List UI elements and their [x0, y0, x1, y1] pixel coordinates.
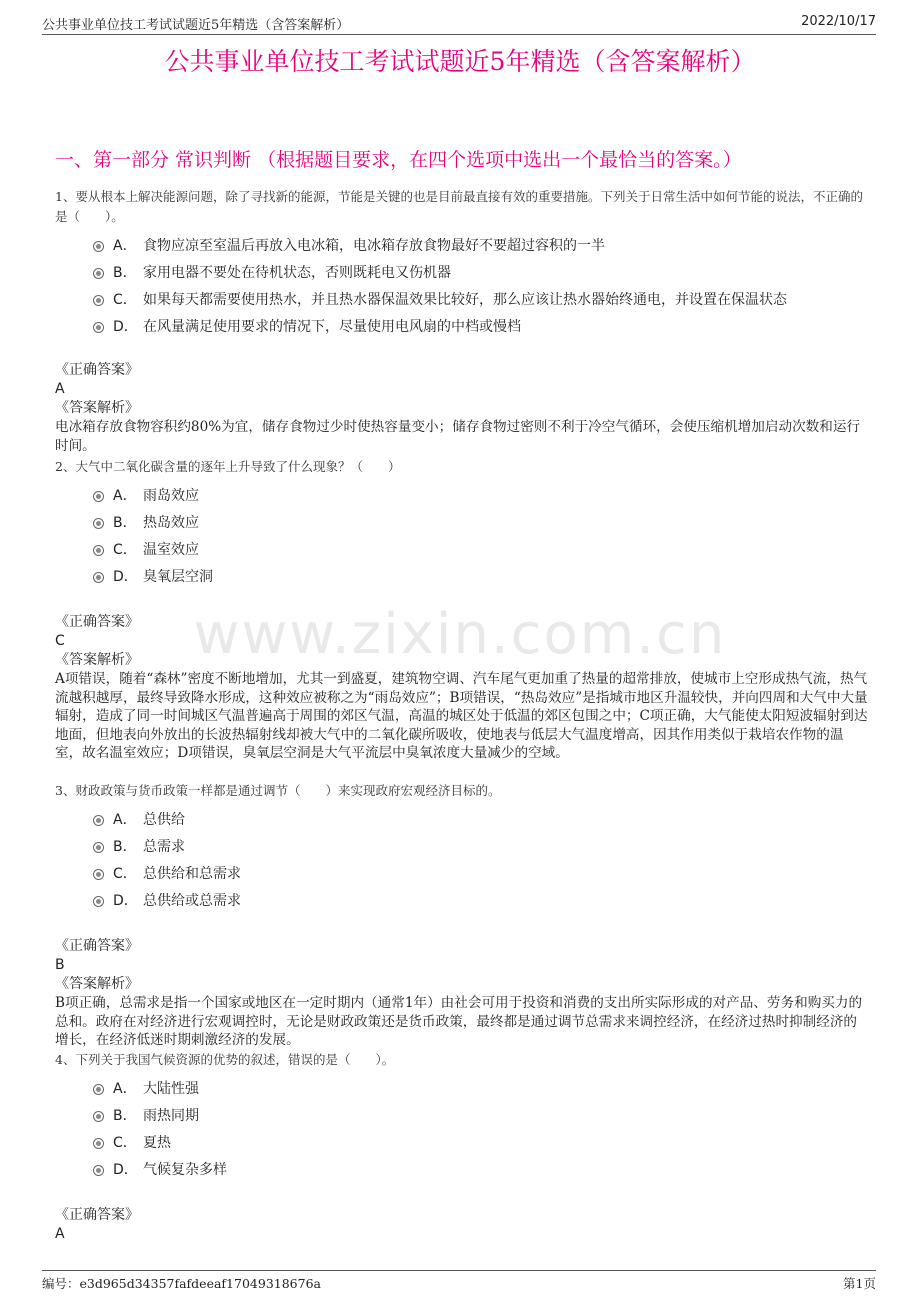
option-c[interactable] [55, 1129, 870, 1156]
option-letter: C． [113, 866, 137, 882]
option-letter: A． [113, 812, 137, 828]
correct-answer: A [55, 1226, 65, 1242]
radio-icon[interactable] [93, 1111, 104, 1122]
radio-icon[interactable] [93, 268, 104, 279]
question-3 [55, 781, 870, 1050]
correct-answer-label: 《正确答案》 [55, 938, 139, 954]
option-b[interactable] [55, 509, 870, 536]
option-text: 总供给或总需求 [143, 893, 241, 909]
question-stem: 1、要从根本上解决能源问题，除了寻找新的能源，节能是关键的也是目前最直接有效的重要措施。下列关于日常生活中如何节能的说法，不正确的是（ ）。 [55, 189, 863, 224]
option-letter: B． [113, 265, 137, 281]
radio-icon[interactable] [93, 322, 104, 333]
option-b[interactable] [55, 833, 870, 860]
option-text: 在风量满足使用要求的情况下，尽量使用电风扇的中档或慢档 [143, 319, 521, 335]
question-4 [55, 1050, 870, 1243]
footer-code: 编号：e3d965d34357fafdeeaf17049318676a [42, 1276, 321, 1291]
radio-icon[interactable] [93, 1084, 104, 1095]
option-letter: C． [113, 292, 137, 308]
option-c[interactable] [55, 286, 870, 313]
correct-answer: B [55, 957, 65, 973]
option-text: 总需求 [143, 839, 185, 855]
option-a[interactable] [55, 232, 870, 259]
option-text: 雨岛效应 [143, 488, 199, 504]
radio-icon[interactable] [93, 1165, 104, 1176]
option-d[interactable] [55, 563, 870, 590]
option-letter: C． [113, 542, 137, 558]
radio-icon[interactable] [93, 518, 104, 529]
radio-icon[interactable] [93, 842, 104, 853]
radio-icon[interactable] [93, 491, 104, 502]
question-stem: 4、下列关于我国气候资源的优势的叙述，错误的是（ ）。 [55, 1052, 395, 1067]
page-footer [42, 1270, 876, 1293]
option-b[interactable] [55, 259, 870, 286]
option-text: 如果每天都需要使用热水，并且热水器保温效果比较好，那么应该让热水器始终通电，并设置在保温状态 [143, 292, 787, 308]
option-letter: B． [113, 515, 137, 531]
option-a[interactable] [55, 482, 870, 509]
analysis-text: B项正确，总需求是指一个国家或地区在一定时期内（通常1年）由社会可用于投资和消费的支出所实际形成的对产品、劳务和购买力的总和。政府在对经济进行宏观调控时，无论是财政政策还是货币政策，最终都是通过调节总需求来调控经济，在经济过热时抑制经济的增长，在经济低迷时期刺激经济的发展。 [55, 995, 863, 1049]
option-letter: A． [113, 1081, 137, 1097]
option-letter: A． [113, 488, 137, 504]
analysis-label: 《答案解析》 [55, 976, 139, 992]
option-letter: A． [113, 238, 137, 254]
radio-icon[interactable] [93, 869, 104, 880]
option-letter: B． [113, 1108, 137, 1124]
option-text: 总供给和总需求 [143, 866, 241, 882]
option-d[interactable] [55, 313, 870, 340]
option-text: 总供给 [143, 812, 185, 828]
option-c[interactable] [55, 536, 870, 563]
option-letter: C． [113, 1135, 137, 1151]
option-text: 食物应凉至室温后再放入电冰箱，电冰箱存放食物最好不要超过容积的一半 [143, 238, 605, 254]
analysis-text: A项错误，随着“森林”密度不断地增加，尤其一到盛夏，建筑物空调、汽车尾气更加重了热量的超常排放，使城市上空形成热气流，热气流越积越厚，最终导致降水形成，这种效应被称之为“雨岛效应”；B项错误，“热岛效应”是指城市地区升温较快，并向四周和大气中大量辐射，造成了同一时间城区气温普遍高于周围的郊区气温，高温的城区处于低温的郊区包围之中；C项正确，大气能使太阳短波辐射到达地面，但地表向外放出的长波热辐射线却被大气中的二氧化碳所吸收，使地表与低层大气温度增高，因其作用类似于栽培农作物的温室，故名温室效应；D项错误，臭氧层空洞是大气平流层中臭氧浓度大量减少的空域。 [55, 671, 868, 762]
option-a[interactable] [55, 806, 870, 833]
option-letter: D． [113, 569, 138, 585]
analysis-label: 《答案解析》 [55, 652, 139, 668]
radio-icon[interactable] [93, 572, 104, 583]
analysis-text: 电冰箱存放食物容积约80%为宜，储存食物过少时使热容量变小；储存食物过密则不利于冷空气循环，会使压缩机增加启动次数和运行时间。 [55, 419, 861, 454]
option-text: 家用电器不要处在待机状态，否则既耗电又伤机器 [143, 265, 451, 281]
option-letter: D． [113, 1162, 138, 1178]
option-letter: D． [113, 893, 138, 909]
option-c[interactable] [55, 860, 870, 887]
radio-icon[interactable] [93, 295, 104, 306]
correct-answer-label: 《正确答案》 [55, 362, 139, 378]
correct-answer: A [55, 381, 65, 397]
header-date: 2022/10/17 [801, 14, 876, 29]
question-1 [55, 187, 870, 455]
analysis-label: 《答案解析》 [55, 400, 139, 416]
option-d[interactable] [55, 1156, 870, 1183]
radio-icon[interactable] [93, 241, 104, 252]
question-2 [55, 457, 870, 763]
header-doc-title: 公共事业单位技工考试试题近5年精选（含答案解析） [42, 18, 350, 33]
option-text: 雨热同期 [143, 1108, 199, 1124]
radio-icon[interactable] [93, 1138, 104, 1149]
page-header [42, 12, 876, 35]
option-text: 大陆性强 [143, 1081, 199, 1097]
option-text: 温室效应 [143, 542, 199, 558]
correct-answer: C [55, 633, 65, 649]
radio-icon[interactable] [93, 815, 104, 826]
radio-icon[interactable] [93, 545, 104, 556]
option-text: 热岛效应 [143, 515, 199, 531]
radio-icon[interactable] [93, 896, 104, 907]
watermark: www.zixin.com.cn [193, 602, 727, 667]
option-text: 夏热 [143, 1135, 171, 1151]
question-stem: 3、财政政策与货币政策一样都是通过调节（ ）来实现政府宏观经济目标的。 [55, 783, 501, 798]
option-a[interactable] [55, 1075, 870, 1102]
main-title: 公共事业单位技工考试试题近5年精选（含答案解析） [164, 47, 756, 76]
correct-answer-label: 《正确答案》 [55, 614, 139, 630]
section-title: 一、第一部分 常识判断 （根据题目要求，在四个选项中选出一个最恰当的答案。） [55, 149, 742, 171]
correct-answer-label: 《正确答案》 [55, 1207, 139, 1223]
question-stem: 2、大气中二氧化碳含量的逐年上升导致了什么现象？（ ） [55, 459, 401, 474]
option-letter: B． [113, 839, 137, 855]
option-text: 气候复杂多样 [143, 1162, 227, 1178]
option-b[interactable] [55, 1102, 870, 1129]
option-text: 臭氧层空洞 [143, 569, 213, 585]
option-d[interactable] [55, 887, 870, 914]
option-letter: D． [113, 319, 138, 335]
footer-page-number: 第1页 [843, 1276, 876, 1291]
